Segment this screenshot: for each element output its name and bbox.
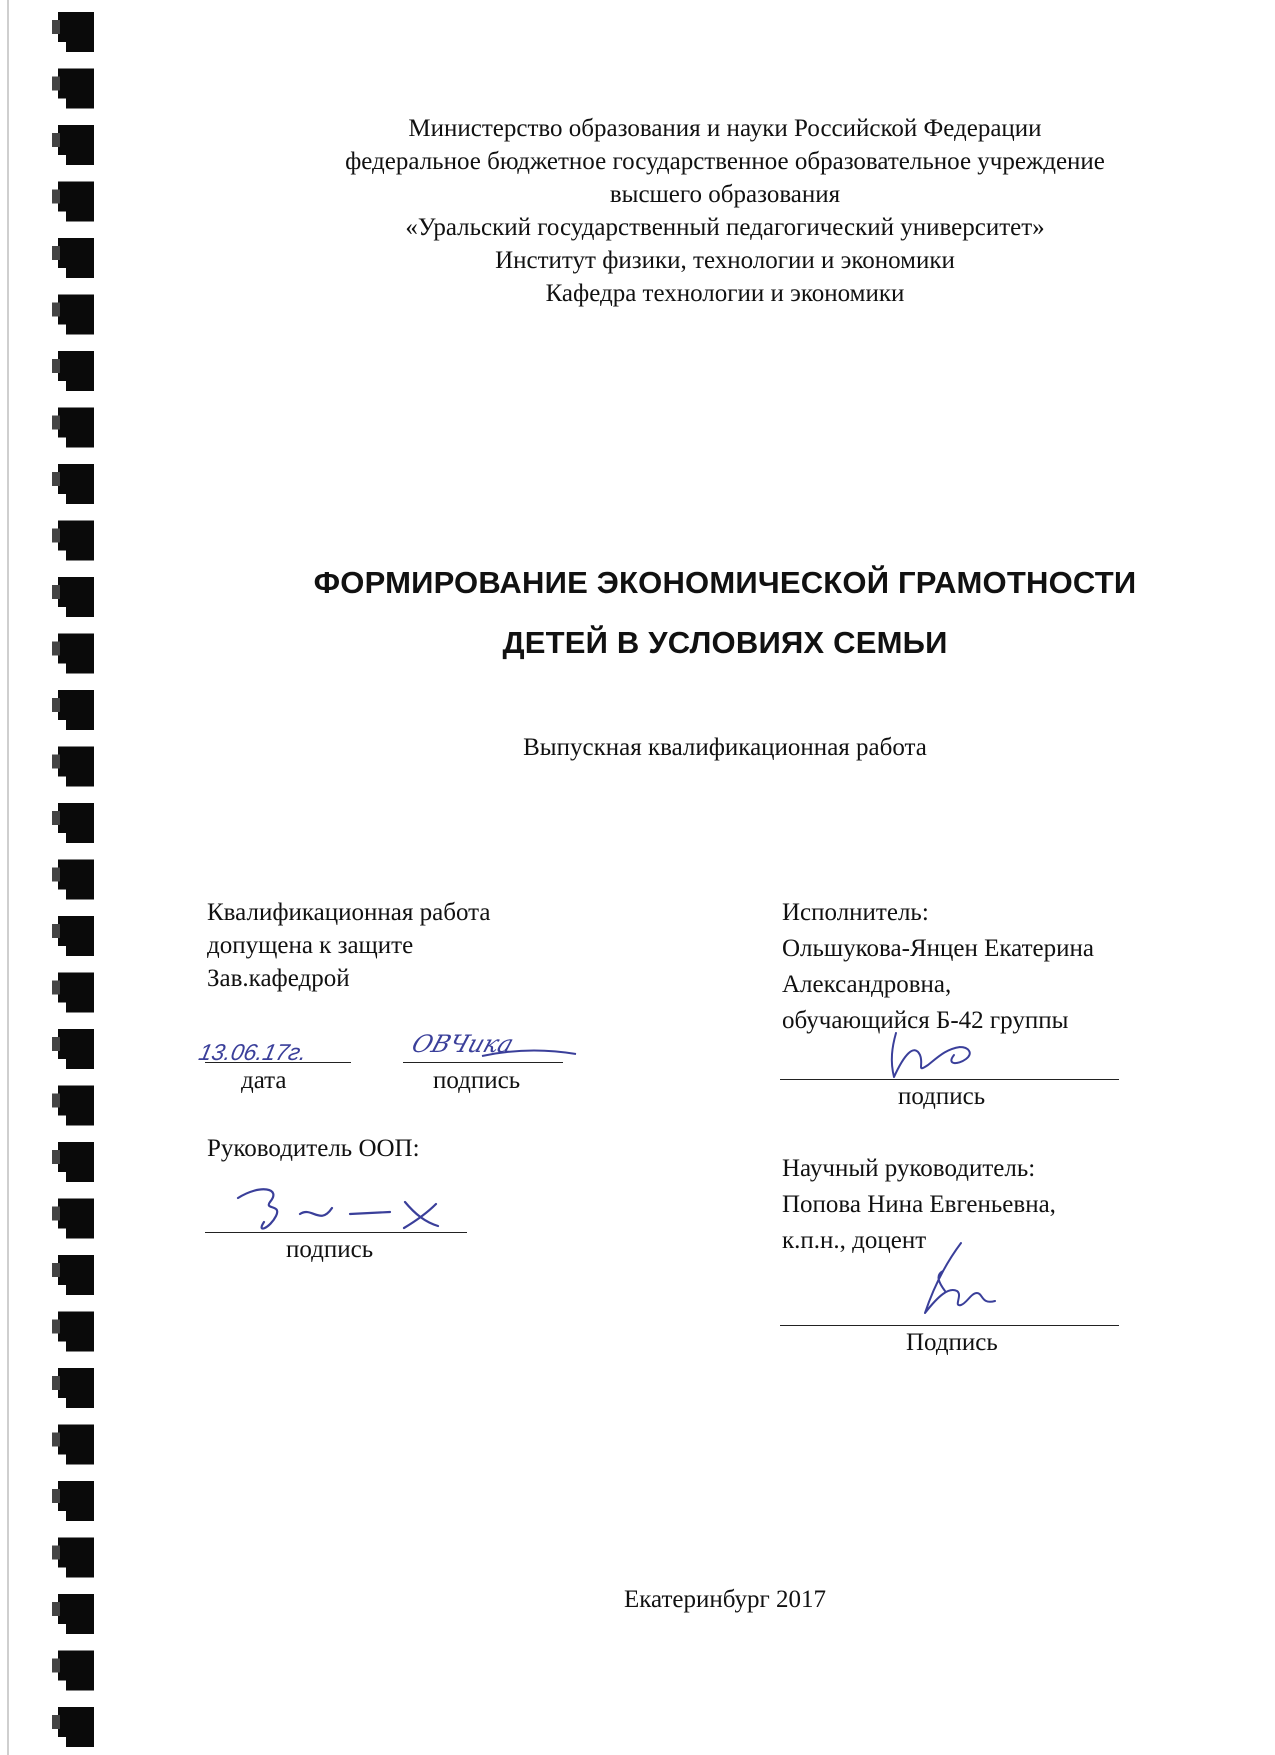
date-handwriting bbox=[196, 1030, 360, 1070]
binding-coil bbox=[52, 803, 94, 843]
institution-type-line: федеральное бюджетное государственное образовательное учреждение bbox=[345, 148, 1105, 175]
oop-signature-line bbox=[205, 1232, 467, 1233]
binding-coil bbox=[52, 1142, 94, 1182]
executor-name-line-1: Ольшукова-Янцен Екатерина bbox=[782, 935, 1094, 962]
spiral-binding bbox=[0, 0, 110, 1755]
executor-group: обучающийся Б-42 группы bbox=[782, 1007, 1069, 1034]
binding-coil bbox=[52, 690, 94, 730]
supervisor-signature bbox=[905, 1235, 1015, 1325]
department-name: Кафедра технологии и экономики bbox=[545, 280, 905, 307]
binding-coil bbox=[52, 464, 94, 504]
binding-coil bbox=[52, 916, 94, 956]
supervisor-name: Попова Нина Евгеньевна, bbox=[782, 1191, 1056, 1218]
binding-coil bbox=[52, 238, 94, 278]
executor-signature-line bbox=[780, 1079, 1119, 1080]
date-handwritten-text: 13.06.17г. bbox=[196, 1039, 310, 1065]
binding-coil bbox=[52, 69, 94, 109]
city-year: Екатеринбург 2017 bbox=[623, 1586, 827, 1613]
thesis-title bbox=[240, 553, 1210, 673]
binding-coil bbox=[52, 1086, 94, 1126]
binding-coil bbox=[52, 12, 94, 52]
binding-coil bbox=[52, 1368, 94, 1408]
education-level-line: высшего образования bbox=[609, 181, 841, 208]
thesis-title-line-2: ДЕТЕЙ В УСЛОВИЯХ СЕМЬИ bbox=[502, 625, 948, 660]
thesis-title-line-1: ФОРМИРОВАНИЕ ЭКОНОМИЧЕСКОЙ ГРАМОТНОСТИ bbox=[313, 565, 1137, 600]
binding-coil bbox=[52, 1029, 94, 1069]
binding-coil bbox=[52, 577, 94, 617]
binding-coil bbox=[52, 1312, 94, 1352]
head-signature-line bbox=[403, 1062, 563, 1063]
binding-coil bbox=[52, 521, 94, 561]
binding-coil bbox=[52, 860, 94, 900]
institution-header bbox=[240, 112, 1210, 310]
executor-signature bbox=[870, 1025, 1010, 1087]
head-of-department-label: Зав.кафедрой bbox=[207, 965, 350, 992]
oop-signature-caption: подпись bbox=[286, 1236, 374, 1263]
executor-name-line-2: Александровна, bbox=[782, 971, 952, 998]
binding-coil bbox=[52, 1651, 94, 1691]
date-caption: дата bbox=[241, 1067, 287, 1094]
binding-coil bbox=[52, 125, 94, 165]
work-type: Выпускная квалификационная работа bbox=[523, 734, 927, 761]
supervisor-signature-line bbox=[780, 1325, 1119, 1326]
binding-coil bbox=[52, 351, 94, 391]
supervisor-label: Научный руководитель: bbox=[782, 1155, 1036, 1182]
binding-coil bbox=[52, 973, 94, 1013]
executor-label: Исполнитель: bbox=[782, 899, 929, 926]
institute-name: Институт физики, технологии и экономики bbox=[495, 247, 955, 274]
binding-coil bbox=[52, 182, 94, 222]
binding-coil bbox=[52, 408, 94, 448]
binding-coil bbox=[52, 1481, 94, 1521]
admission-line-1: Квалификационная работа bbox=[207, 899, 491, 926]
binding-coil bbox=[52, 1538, 94, 1578]
oop-supervisor-label: Руководитель ООП: bbox=[207, 1135, 420, 1162]
head-signature-caption: подпись bbox=[433, 1067, 521, 1094]
executor-signature-caption: подпись bbox=[898, 1083, 986, 1110]
binding-coil bbox=[52, 1199, 94, 1239]
binding-coil bbox=[52, 1425, 94, 1465]
binding-coil bbox=[52, 747, 94, 787]
binding-coil bbox=[52, 1707, 94, 1747]
binding-coil bbox=[52, 1255, 94, 1295]
binding-coil bbox=[52, 634, 94, 674]
binding-coil bbox=[52, 295, 94, 335]
ministry-line: Министерство образования и науки Российской Федерации bbox=[408, 115, 1042, 142]
supervisor-signature-caption: Подпись bbox=[906, 1329, 998, 1356]
date-line bbox=[205, 1062, 351, 1063]
admission-line-2: допущена к защите bbox=[207, 932, 414, 959]
binding-coil bbox=[52, 1594, 94, 1634]
supervisor-degree: к.п.н., доцент bbox=[782, 1227, 927, 1254]
university-name: «Уральский государственный педагогический университет» bbox=[405, 214, 1045, 241]
head-signature-text: ОВЧика bbox=[408, 1029, 518, 1058]
